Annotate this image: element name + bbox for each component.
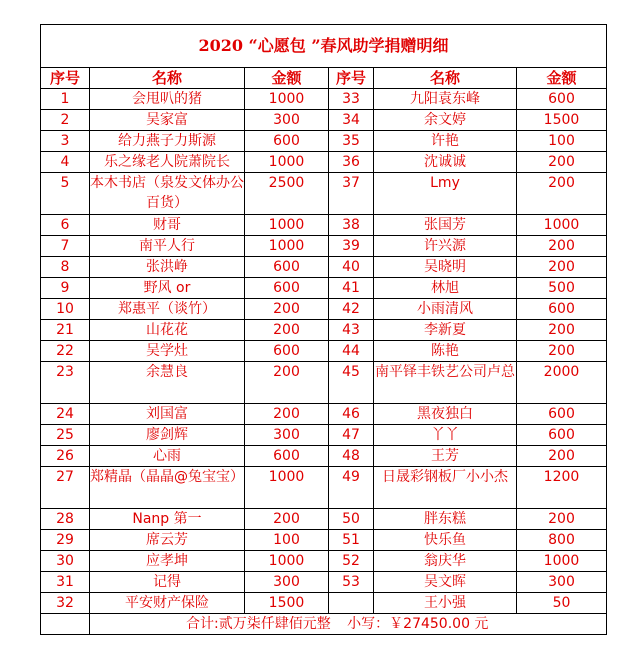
cell-amount: 600 xyxy=(245,278,329,299)
page-title: 2020 “心愿包 ”春风助学捐赠明细 xyxy=(41,25,607,68)
cell-amount: 2500 xyxy=(245,173,329,215)
cell-seq: 51 xyxy=(329,530,374,551)
cell-amount: 2000 xyxy=(517,362,607,404)
cell-amount: 200 xyxy=(517,320,607,341)
cell-name: 会甩叭的猪 xyxy=(90,89,245,110)
cell-seq: 49 xyxy=(329,467,374,509)
donation-table xyxy=(40,24,607,635)
table-row xyxy=(41,110,607,131)
cell-amount: 200 xyxy=(517,446,607,467)
cell-amount: 600 xyxy=(245,341,329,362)
cell-name: 胖东糕 xyxy=(374,509,517,530)
cell-seq: 27 xyxy=(41,467,90,509)
cell-amount: 100 xyxy=(245,530,329,551)
cell-amount: 200 xyxy=(245,362,329,404)
cell-name: 九阳袁东峰 xyxy=(374,89,517,110)
cell-seq: 43 xyxy=(329,320,374,341)
cell-name: 小雨清风 xyxy=(374,299,517,320)
cell-name: 心雨 xyxy=(90,446,245,467)
cell-amount: 200 xyxy=(517,257,607,278)
cell-name: Lmy xyxy=(374,173,517,215)
cell-amount: 300 xyxy=(517,572,607,593)
cell-name: 乐之缘老人院萧院长 xyxy=(90,152,245,173)
cell-seq: 6 xyxy=(41,215,90,236)
cell-amount: 800 xyxy=(517,530,607,551)
cell-name: Nanp 第一 xyxy=(90,509,245,530)
cell-amount: 600 xyxy=(245,446,329,467)
cell-amount: 1000 xyxy=(245,89,329,110)
cell-amount: 300 xyxy=(245,572,329,593)
cell-name: 刘国富 xyxy=(90,404,245,425)
total-label: 合计:贰万柒仟肆佰元整 xyxy=(186,616,331,632)
cell-seq: 42 xyxy=(329,299,374,320)
total-row xyxy=(90,614,607,635)
cell-amount: 200 xyxy=(245,299,329,320)
cell-name: 郑惠平（谈竹） xyxy=(90,299,245,320)
cell-name: 南平人行 xyxy=(90,236,245,257)
cell-name: 吴学灶 xyxy=(90,341,245,362)
table-row xyxy=(41,362,607,404)
cell-amount: 600 xyxy=(517,89,607,110)
cell-name: 林旭 xyxy=(374,278,517,299)
cell-name: 吴家富 xyxy=(90,110,245,131)
cell-name: 郑精晶（晶晶@兔宝宝） xyxy=(90,467,245,509)
cell-seq: 21 xyxy=(41,320,90,341)
cell-seq: 31 xyxy=(41,572,90,593)
cell-seq: 25 xyxy=(41,425,90,446)
table-row xyxy=(41,215,607,236)
cell-amount: 200 xyxy=(517,341,607,362)
cell-name: 席云芳 xyxy=(90,530,245,551)
cell-name: 沈诚诚 xyxy=(374,152,517,173)
cell-name: 王小强 xyxy=(374,593,517,614)
cell-amount: 200 xyxy=(517,236,607,257)
cell-name: 余文婷 xyxy=(374,110,517,131)
cell-seq: 10 xyxy=(41,299,90,320)
cell-seq: 26 xyxy=(41,446,90,467)
cell-seq: 35 xyxy=(329,131,374,152)
table-row xyxy=(41,425,607,446)
cell-amount: 600 xyxy=(517,299,607,320)
table-row xyxy=(41,341,607,362)
cell-name: 廖剑辉 xyxy=(90,425,245,446)
cell-seq: 5 xyxy=(41,173,90,215)
cell-seq: 36 xyxy=(329,152,374,173)
table-row xyxy=(41,131,607,152)
table-row xyxy=(41,173,607,215)
cell-name: 平安财产保险 xyxy=(90,593,245,614)
cell-name: 山花花 xyxy=(90,320,245,341)
cell-seq: 44 xyxy=(329,341,374,362)
cell-name: 丫丫 xyxy=(374,425,517,446)
cell-name: 王芳 xyxy=(374,446,517,467)
cell-seq: 3 xyxy=(41,131,90,152)
cell-amount: 1000 xyxy=(245,467,329,509)
cell-name: 南平铎丰铁艺公司卢总 xyxy=(374,362,517,404)
cell-name: 翁庆华 xyxy=(374,551,517,572)
table-row xyxy=(41,551,607,572)
cell-seq: 8 xyxy=(41,257,90,278)
cell-seq: 45 xyxy=(329,362,374,404)
cell-amount: 1000 xyxy=(517,551,607,572)
cell-seq: 28 xyxy=(41,509,90,530)
cell-seq: 52 xyxy=(329,551,374,572)
cell-seq: 2 xyxy=(41,110,90,131)
table-row xyxy=(41,89,607,110)
cell-seq: 47 xyxy=(329,425,374,446)
cell-name: 本木书店（泉发文体办公百货） xyxy=(90,173,245,215)
cell-seq: 46 xyxy=(329,404,374,425)
cell-seq: 48 xyxy=(329,446,374,467)
table-row xyxy=(41,593,607,614)
table-row xyxy=(41,530,607,551)
cell-name: 应孝坤 xyxy=(90,551,245,572)
cell-name: 许艳 xyxy=(374,131,517,152)
cell-amount: 1500 xyxy=(245,593,329,614)
cell-name: 许兴源 xyxy=(374,236,517,257)
table-row xyxy=(41,257,607,278)
table-row xyxy=(41,446,607,467)
cell-name: 记得 xyxy=(90,572,245,593)
cell-seq: 7 xyxy=(41,236,90,257)
table-row xyxy=(41,467,607,509)
table-row xyxy=(41,509,607,530)
cell-name: 快乐鱼 xyxy=(374,530,517,551)
cell-amount: 300 xyxy=(245,425,329,446)
cell-seq: 37 xyxy=(329,173,374,215)
cell-name: 财哥 xyxy=(90,215,245,236)
cell-amount: 500 xyxy=(517,278,607,299)
cell-name: 李新夏 xyxy=(374,320,517,341)
table-row xyxy=(41,152,607,173)
cell-amount: 1000 xyxy=(245,551,329,572)
header-seq: 序号 xyxy=(41,68,90,89)
cell-seq: 50 xyxy=(329,509,374,530)
cell-name: 余慧良 xyxy=(90,362,245,404)
cell-amount: 600 xyxy=(245,131,329,152)
header-amount: 金额 xyxy=(517,68,607,89)
cell-name: 吴晓明 xyxy=(374,257,517,278)
cell-seq: 9 xyxy=(41,278,90,299)
cell-amount: 100 xyxy=(517,131,607,152)
cell-amount: 1000 xyxy=(245,236,329,257)
cell-seq: 23 xyxy=(41,362,90,404)
cell-amount: 1000 xyxy=(245,215,329,236)
cell-seq: 41 xyxy=(329,278,374,299)
cell-amount: 600 xyxy=(517,425,607,446)
cell-amount: 1500 xyxy=(517,110,607,131)
cell-seq xyxy=(329,593,374,614)
cell-amount: 200 xyxy=(245,509,329,530)
cell-amount: 200 xyxy=(517,509,607,530)
cell-amount: 200 xyxy=(245,320,329,341)
cell-amount: 50 xyxy=(517,593,607,614)
header-seq: 序号 xyxy=(329,68,374,89)
table-row xyxy=(41,320,607,341)
cell-name: 吴文晖 xyxy=(374,572,517,593)
cell-amount: 1200 xyxy=(517,467,607,509)
header-name: 名称 xyxy=(374,68,517,89)
cell-name: 野风 or xyxy=(90,278,245,299)
cell-seq: 38 xyxy=(329,215,374,236)
cell-amount: 200 xyxy=(517,173,607,215)
cell-seq: 22 xyxy=(41,341,90,362)
cell-amount: 600 xyxy=(245,257,329,278)
table-row xyxy=(41,299,607,320)
cell-seq: 29 xyxy=(41,530,90,551)
cell-seq: 24 xyxy=(41,404,90,425)
cell-name: 张国芳 xyxy=(374,215,517,236)
cell-seq: 40 xyxy=(329,257,374,278)
cell-name: 黑夜独白 xyxy=(374,404,517,425)
header-name: 名称 xyxy=(90,68,245,89)
table-row xyxy=(41,572,607,593)
cell-amount: 200 xyxy=(517,152,607,173)
cell-amount: 600 xyxy=(517,404,607,425)
table-row xyxy=(41,278,607,299)
cell-seq: 39 xyxy=(329,236,374,257)
cell-seq: 34 xyxy=(329,110,374,131)
table-row xyxy=(41,404,607,425)
cell-name: 张洪峥 xyxy=(90,257,245,278)
header-amount: 金额 xyxy=(245,68,329,89)
cell-seq: 1 xyxy=(41,89,90,110)
total-small: 小写：￥27450.00 元 xyxy=(347,616,489,632)
cell-name: 给力燕子力斯源 xyxy=(90,131,245,152)
header-row xyxy=(41,68,607,89)
cell-seq: 33 xyxy=(329,89,374,110)
table-row xyxy=(41,236,607,257)
cell-amount: 300 xyxy=(245,110,329,131)
cell-name: 陈艳 xyxy=(374,341,517,362)
cell-seq: 53 xyxy=(329,572,374,593)
cell-name: 日晟彩钢板厂小小杰 xyxy=(374,467,517,509)
cell-seq: 4 xyxy=(41,152,90,173)
cell-seq: 30 xyxy=(41,551,90,572)
cell-amount: 1000 xyxy=(245,152,329,173)
cell-amount: 200 xyxy=(245,404,329,425)
cell-seq: 32 xyxy=(41,593,90,614)
cell-amount: 1000 xyxy=(517,215,607,236)
